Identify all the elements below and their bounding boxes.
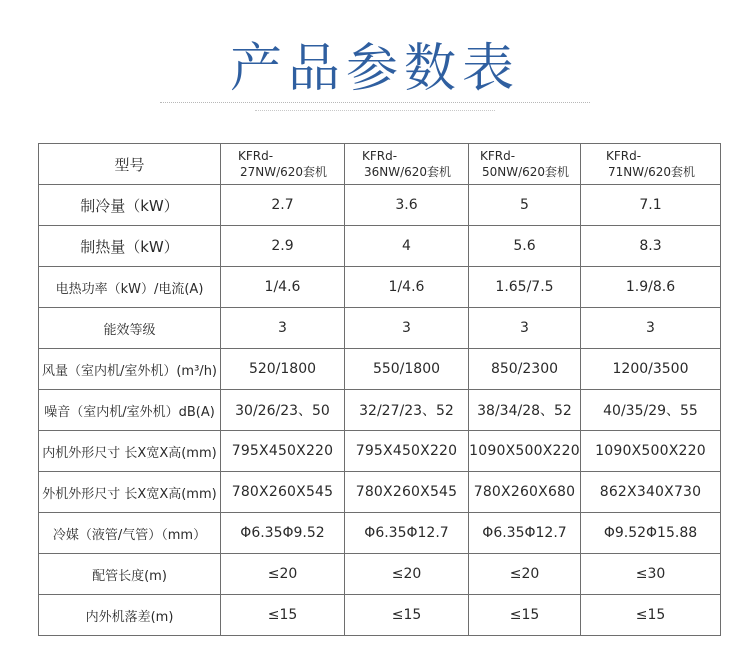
table-row xyxy=(39,472,721,513)
table-cell: 4 xyxy=(345,226,469,267)
table-cell: 32/27/23、52 xyxy=(345,390,469,431)
table-row xyxy=(39,226,721,267)
table-row xyxy=(39,513,721,554)
table-cell: 2.7 xyxy=(221,185,345,226)
table-cell: 1090X500X220 xyxy=(581,431,721,472)
table-cell: 1.9/8.6 xyxy=(581,267,721,308)
table-cell: 550/1800 xyxy=(345,349,469,390)
title-divider xyxy=(160,102,590,116)
table-cell: Φ6.35Φ9.52 xyxy=(221,513,345,554)
row-label: 能效等级 xyxy=(39,308,221,349)
header-label: 型号 xyxy=(39,144,221,185)
table-cell: 1/4.6 xyxy=(345,267,469,308)
table-cell: 2.9 xyxy=(221,226,345,267)
model-cell: KFRd- 50NW/620套机 xyxy=(469,144,581,185)
table-cell: 1090X500X220 xyxy=(469,431,581,472)
table-cell: 780X260X545 xyxy=(345,472,469,513)
table-header-row xyxy=(39,144,721,185)
page-title: 产品参数表 xyxy=(229,39,520,99)
table-cell: ≤20 xyxy=(221,554,345,595)
table-cell: 3 xyxy=(221,308,345,349)
table-cell: ≤30 xyxy=(581,554,721,595)
row-label: 制热量（kW） xyxy=(39,226,221,267)
model-cell: KFRd- 27NW/620套机 xyxy=(221,144,345,185)
table-cell: 3 xyxy=(581,308,721,349)
table-cell: Φ9.52Φ15.88 xyxy=(581,513,721,554)
spec-table xyxy=(38,143,721,636)
table-cell: 520/1800 xyxy=(221,349,345,390)
row-label: 冷媒（液管/气管）（mm） xyxy=(39,513,221,554)
table-row xyxy=(39,267,721,308)
row-label: 制冷量（kW） xyxy=(39,185,221,226)
table-cell: 5 xyxy=(469,185,581,226)
table-cell: 795X450X220 xyxy=(345,431,469,472)
table-cell: Φ6.35Φ12.7 xyxy=(469,513,581,554)
row-label: 风量（室内机/室外机）(m³/h) xyxy=(39,349,221,390)
table-cell: 30/26/23、50 xyxy=(221,390,345,431)
table-row xyxy=(39,349,721,390)
table-cell: 1/4.6 xyxy=(221,267,345,308)
table-cell: ≤15 xyxy=(221,595,345,636)
table-row xyxy=(39,554,721,595)
table-cell: 8.3 xyxy=(581,226,721,267)
table-cell: 850/2300 xyxy=(469,349,581,390)
row-label: 内外机落差(m) xyxy=(39,595,221,636)
table-cell: ≤15 xyxy=(581,595,721,636)
table-cell: 1200/3500 xyxy=(581,349,721,390)
row-label: 噪音（室内机/室外机）dB(A) xyxy=(39,390,221,431)
table-cell: 7.1 xyxy=(581,185,721,226)
row-label: 外机外形尺寸 长X宽X高(mm) xyxy=(39,472,221,513)
row-label: 电热功率（kW）/电流(A) xyxy=(39,267,221,308)
table-cell: 3 xyxy=(345,308,469,349)
table-cell: 3 xyxy=(469,308,581,349)
table-cell: ≤15 xyxy=(469,595,581,636)
table-cell: 780X260X680 xyxy=(469,472,581,513)
table-cell: ≤20 xyxy=(469,554,581,595)
table-cell: Φ6.35Φ12.7 xyxy=(345,513,469,554)
table-cell: 795X450X220 xyxy=(221,431,345,472)
table-row xyxy=(39,431,721,472)
table-cell: 1.65/7.5 xyxy=(469,267,581,308)
table-row xyxy=(39,308,721,349)
table-row xyxy=(39,390,721,431)
table-cell: 780X260X545 xyxy=(221,472,345,513)
table-cell: ≤15 xyxy=(345,595,469,636)
table-cell: 38/34/28、52 xyxy=(469,390,581,431)
row-label: 配管长度(m) xyxy=(39,554,221,595)
table-row xyxy=(39,185,721,226)
model-cell: KFRd- 71NW/620套机 xyxy=(581,144,721,185)
table-cell: 3.6 xyxy=(345,185,469,226)
table-cell: 862X340X730 xyxy=(581,472,721,513)
table-row xyxy=(39,595,721,636)
table-cell: ≤20 xyxy=(345,554,469,595)
model-cell: KFRd- 36NW/620套机 xyxy=(345,144,469,185)
table-cell: 5.6 xyxy=(469,226,581,267)
row-label: 内机外形尺寸 长X宽X高(mm) xyxy=(39,431,221,472)
table-cell: 40/35/29、55 xyxy=(581,390,721,431)
